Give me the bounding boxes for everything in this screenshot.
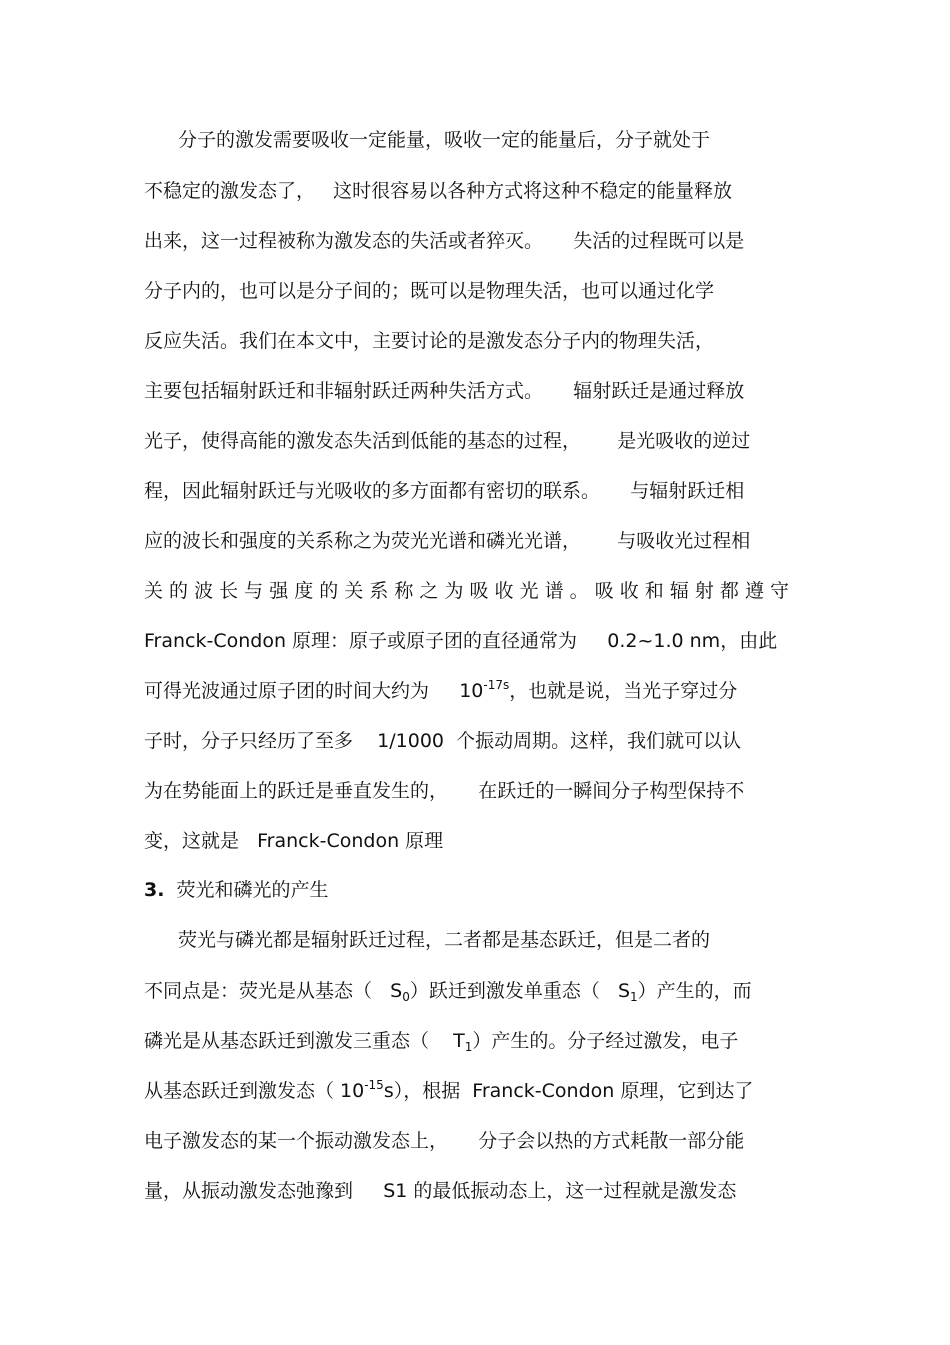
text-run: ）产生的。分子经过激发，电子 — [472, 1030, 739, 1052]
paragraph-line — [144, 977, 752, 1005]
section-heading — [144, 876, 329, 904]
paragraph-line: 荧光与磷光都是辐射跃迁过程，二者都是基态跃迁，但是二者的 — [178, 929, 711, 951]
superscript-exponent: -15 — [364, 1078, 384, 1092]
text-run: ，也就是说，当光子穿过分 — [509, 680, 738, 702]
superscript-exponent: -17s — [483, 678, 510, 692]
paragraph-line: 电子激发态的某一个振动激发态上， 分子会以热的方式耗散一部分能 — [144, 1130, 745, 1152]
paragraph-line: 主要包括辐射跃迁和非辐射跃迁两种失活方式。 辐射跃迁是通过释放 — [144, 380, 745, 402]
paragraph-line: 为在势能面上的跃迁是垂直发生的， 在跃迁的一瞬间分子构型保持不 — [144, 780, 745, 802]
paragraph-line: Franck-Condon 原理：原子或原子团的直径通常为 0.2~1.0 nm，由此 — [144, 630, 778, 652]
paragraph-line — [144, 1077, 753, 1105]
paragraph-line: 程，因此辐射跃迁与光吸收的多方面都有密切的联系。 与辐射跃迁相 — [144, 480, 745, 502]
text-run: 可得光波通过原子团的时间大约为 10 — [144, 680, 484, 702]
text-run: 不同点是：荧光是从基态（ S — [144, 980, 403, 1002]
paragraph-line: 分子的激发需要吸收一定能量，吸收一定的能量后，分子就处于 — [178, 129, 711, 151]
paragraph-line: 子时，分子只经历了至多 1/1000 个振动周期。这样，我们就可以认 — [144, 730, 742, 752]
paragraph-line — [144, 677, 737, 705]
text-run: s），根据 Franck-Condon 原理，它到达了 — [383, 1080, 754, 1102]
paragraph-line — [144, 1027, 738, 1055]
paragraph-line: 关 的 波 长 与 强 度 的 关 系 称 之 为 吸 收 光 谱 。 吸 收 和 辐 射 都 遵 守 — [144, 580, 789, 602]
paragraph-line: 出来，这一过程被称为激发态的失活或者猝灭。 失活的过程既可以是 — [144, 230, 745, 252]
text-run: ）产生的，而 — [637, 980, 752, 1002]
paragraph-line: 分子内的，也可以是分子间的；既可以是物理失活，也可以通过化学 — [144, 280, 715, 302]
subscript: 1 — [630, 990, 638, 1004]
paragraph-line: 反应失活。我们在本文中，主要讨论的是激发态分子内的物理失活， — [144, 330, 715, 352]
paragraph-line: 应的波长和强度的关系称之为荧光光谱和磷光光谱， 与吸收光过程相 — [144, 530, 751, 552]
text-run: 从基态跃迁到激发态（ 10 — [144, 1080, 365, 1102]
paragraph-line: 量，从振动激发态弛豫到 S1 的最低振动态上，这一过程就是激发态 — [144, 1180, 737, 1202]
subscript: 0 — [402, 990, 410, 1004]
section-number: 3. — [144, 879, 165, 901]
text-run: 磷光是从基态跃迁到激发三重态（ T — [144, 1030, 465, 1052]
paragraph-line: 光子，使得高能的激发态失活到低能的基态的过程， 是光吸收的逆过 — [144, 430, 751, 452]
text-run: ）跃迁到激发单重态（ S — [409, 980, 631, 1002]
paragraph-line: 变，这就是 Franck-Condon 原理 — [144, 830, 444, 852]
paragraph-line: 不稳定的激发态了， 这时很容易以各种方式将这种不稳定的能量释放 — [144, 180, 733, 202]
subscript: 1 — [464, 1040, 473, 1054]
section-title: 荧光和磷光的产生 — [164, 879, 329, 901]
